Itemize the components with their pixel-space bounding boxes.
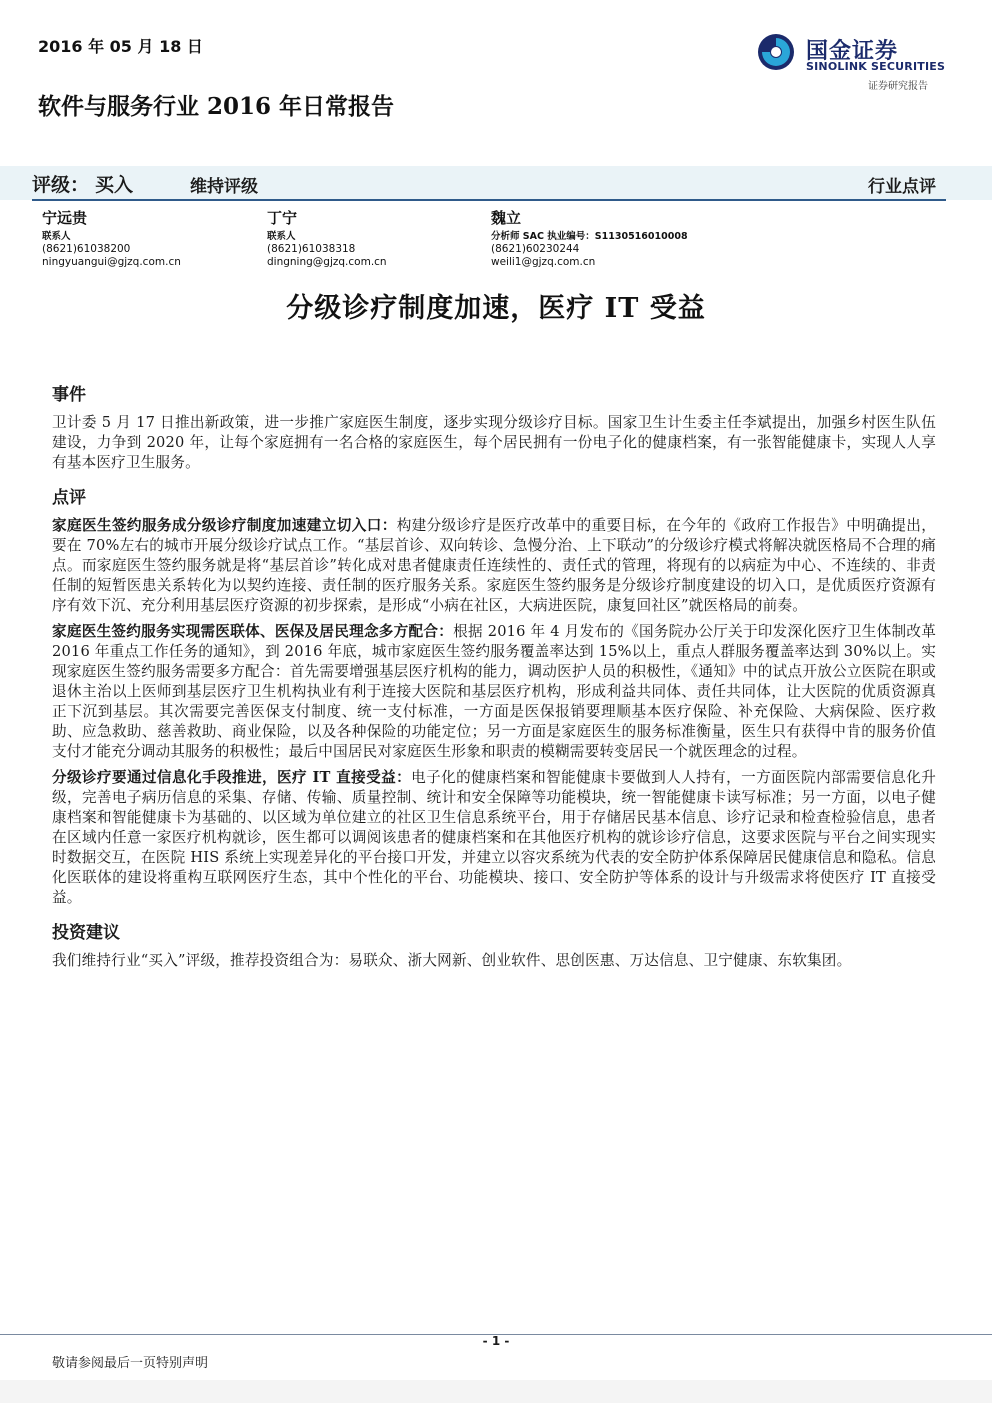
- analyst-role: 分析师 SAC 执业编号：S1130516010008: [491, 231, 688, 242]
- logo-subtitle: 证券研究报告: [868, 81, 928, 92]
- rating-bar-background: [0, 166, 992, 200]
- analyst-phone: (8621)60230244: [491, 243, 580, 255]
- report-category: 行业点评: [868, 177, 936, 197]
- comment-paragraph-1: [52, 516, 936, 616]
- section-heading-event: 事件: [52, 385, 86, 405]
- logo-mark-icon: [756, 32, 796, 72]
- comment-1-lead: 家庭医生签约服务成分级诊疗制度加速建立切入口：: [52, 517, 397, 534]
- page-number: - 1 -: [482, 1334, 510, 1348]
- divider: [32, 199, 946, 201]
- analyst-email[interactable]: ningyuangui@gjzq.com.cn: [42, 256, 181, 268]
- analyst-phone: (8621)61038318: [267, 243, 356, 255]
- analyst-email[interactable]: dingning@gjzq.com.cn: [267, 256, 387, 268]
- analyst-role: 联系人: [267, 231, 296, 242]
- report-title: 软件与服务行业 2016 年日常报告: [38, 93, 395, 120]
- maintain-rating: 维持评级: [190, 177, 258, 197]
- analyst-name: 宁远贵: [42, 209, 88, 227]
- rating: [32, 170, 133, 197]
- analyst-card: [267, 208, 387, 269]
- comment-1-text: 构建分级诊疗是医疗改革中的重要目标，在今年的《政府工作报告》中明确提出，要在 70%左右的城市开展分级诊疗试点工作。“基层首诊、双向转诊、急慢分治、上下联动”的分级诊疗模式将解决就医格局不合理的痛点。而家庭医生签约服务就是将“基层首诊”转化成对患者健康责任连续性的、责任式的管理，将现有的以病症为中心、不连续的、非责任制的短暂医患关系转化为以契约连接、责任制的医疗服务关系。家庭医生签约服务是分级诊疗制度建设的切入口，是优质医疗资源有序有效下沉、充分利用基层医疗资源的初步探索，是形成“小病在社区，大病进医院，康复回社区”就医格局的前奏。: [52, 517, 936, 614]
- comment-2-text: 根据 2016 年 4 月发布的《国务院办公厅关于印发深化医疗卫生体制改革 2016 年重点工作任务的通知》，到 2016 年底，城市家庭医生签约服务覆盖率达到 15%以上，重点人群服务覆盖率达到 30%以上。实现家庭医生签约服务需要多方配合：首先需要增强基层医疗机构的能力，调动医护人员的积极性，《通知》中的试点开放公立医院在职或退休主治以上医师到基层医疗卫生机构执业有利于连接大医院和基层医疗机构，形成利益共同体、责任共同体，让大医院的优质资源真正下沉到基层。其次需要完善医保支付制度、统一支付标准，一方面是医保报销要理顺基本医疗保险、补充保险、大病保险、医疗救助、应急救助、慈善救助、商业保险，以及各种保险的功能定位；另一方面是家庭医生的服务标准衡量，医生只有获得中肯的服务价值支付才能充分调动其服务的积极性；最后中国居民对家庭医生形象和职责的模糊需要转变居民一个就医理念的过程。: [52, 623, 936, 760]
- analyst-email[interactable]: weili1@gjzq.com.cn: [491, 256, 596, 268]
- company-logo: [756, 30, 946, 94]
- headline: 分级诊疗制度加速，医疗 IT 受益: [286, 293, 706, 324]
- analyst-card: [42, 208, 181, 269]
- comment-2-lead: 家庭医生签约服务实现需医联体、医保及居民理念多方配合：: [52, 623, 454, 640]
- section-heading-comment: 点评: [52, 488, 86, 508]
- analyst-card: [491, 208, 688, 269]
- comment-3-text: 电子化的健康档案和智能健康卡要做到人人持有，一方面医院内部需要信息化升级，完善电子病历信息的采集、存储、传输、质量控制、统计和安全保障等功能模块，统一智能健康卡读写标准；另一方面，以电子健康档案和智能健康卡为基础的、以区域为单位建立的社区卫生信息系统平台，用于存储居民基本信息、诊疗记录和检查检验信息，患者在区域内任意一家医疗机构就诊，医生都可以调阅该患者的健康档案和在其他医疗机构的就诊诊疗信息，这要求医院与平台之间实现实时数据交互，在医院 HIS 系统上实现差异化的平台接口开发，并建立以容灾系统为代表的安全防护体系保障居民健康信息和隐私。信息化医联体的建设将重构互联网医疗生态，其中个性化的平台、功能模块、接口、安全防护等体系的设计与升级需求将使医疗 IT 直接受益。: [52, 769, 936, 906]
- analyst-role: 联系人: [42, 231, 71, 242]
- event-paragraph: 卫计委 5 月 17 日推出新政策，进一步推广家庭医生制度，逐步实现分级诊疗目标。国家卫生计生委主任李斌提出，加强乡村医生队伍建设，力争到 2020 年，让每个家庭拥有一名合格的家庭医生，每个居民拥有一份电子化的健康档案，有一张智能健康卡，实现人人享有基本医疗卫生服务。: [52, 414, 936, 471]
- rating-value: 买入: [95, 174, 134, 196]
- report-date: 2016 年 05 月 18 日: [38, 37, 203, 56]
- report-body: [52, 380, 936, 977]
- comment-paragraph-2: [52, 622, 936, 762]
- section-heading-investment: 投资建议: [52, 923, 120, 943]
- rating-label: 评级：: [32, 174, 90, 196]
- analyst-phone: (8621)61038200: [42, 243, 131, 255]
- logo-name-en: SINOLINK SECURITIES: [806, 60, 946, 73]
- bottom-band: [0, 1380, 992, 1403]
- analyst-name: 丁宁: [267, 209, 298, 227]
- comment-paragraph-3: [52, 768, 936, 908]
- investment-paragraph: 我们维持行业“买入”评级，推荐投资组合为：易联众、浙大网新、创业软件、思创医惠、万达信息、卫宁健康、东软集团。: [52, 952, 852, 969]
- disclaimer-note: 敬请参阅最后一页特别声明: [52, 1356, 209, 1371]
- comment-3-lead: 分级诊疗要通过信息化手段推进，医疗 IT 直接受益：: [52, 769, 412, 786]
- analyst-name: 魏立: [491, 209, 522, 227]
- logo-name-cn: 国金证券: [806, 39, 899, 64]
